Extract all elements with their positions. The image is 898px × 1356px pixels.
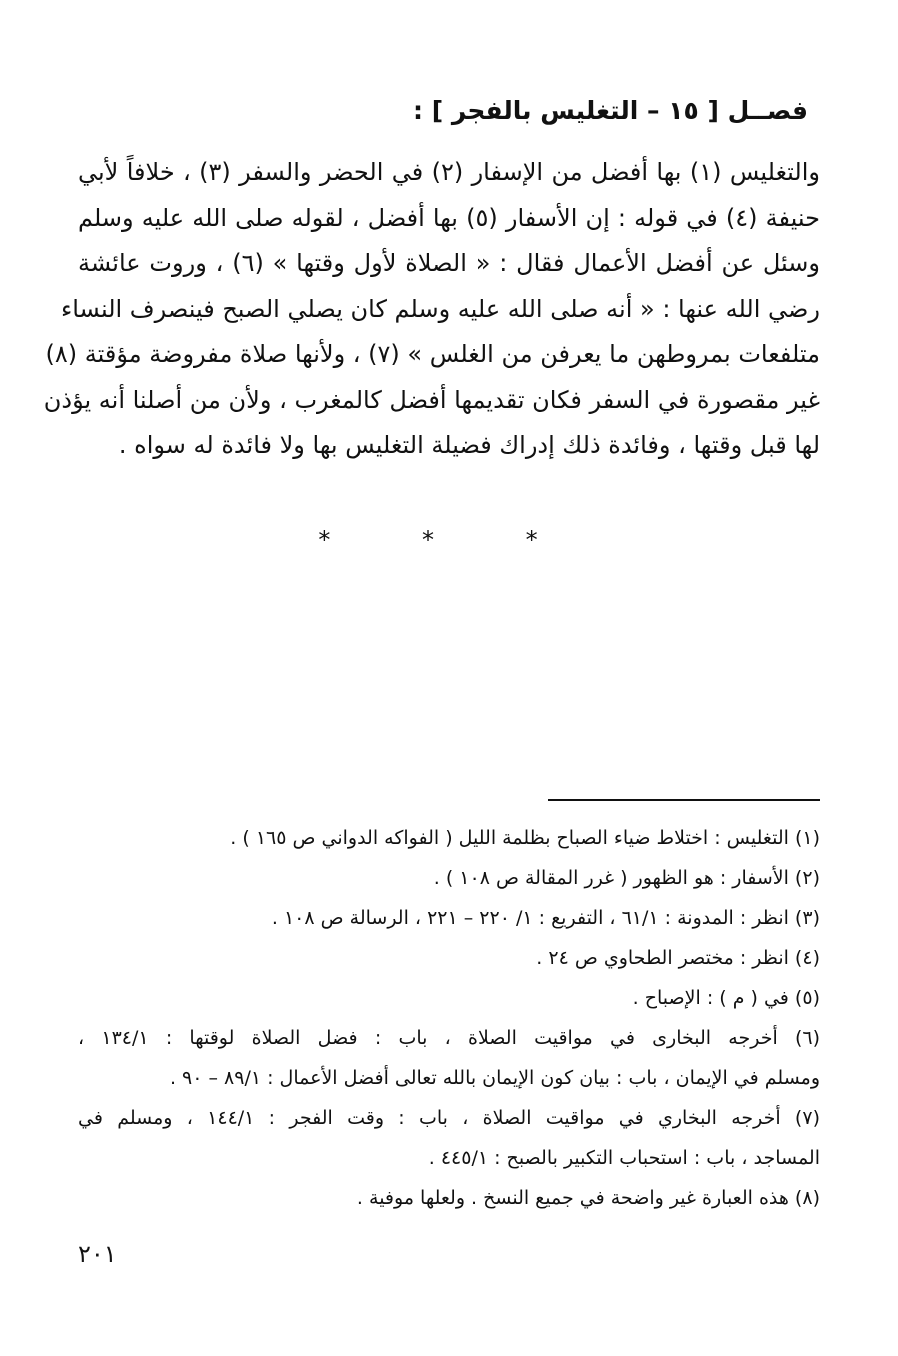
body-line: لها قبل وقتها ، وفائدة ذلك إدراك فضيلة التغليس بها ولا فائدة له سواه . bbox=[118, 431, 820, 459]
footnote-2: (٢) الأسفار : هو الظهور ( غرر المقالة ص ١٠٨ ) . bbox=[433, 867, 820, 889]
footnote-6-continued: ومسلم في الإيمان ، باب : بيان كون الإيمان بالله تعالى أفضل الأعمال : ٨٩/١ – ٩٠ . bbox=[169, 1067, 820, 1089]
footnote-divider bbox=[548, 799, 820, 801]
footnote-5: (٥) في ( م ) : الإصباح . bbox=[632, 987, 820, 1009]
body-line: حنيفة (٤) في قوله : إن الأسفار (٥) بها أفضل ، لقوله صلى الله عليه وسلم bbox=[78, 203, 820, 232]
footnote-1: (١) التغليس : اختلاط ضياء الصباح بظلمة الليل ( الفواكه الدواني ص ١٦٥ ) . bbox=[230, 827, 820, 849]
footnote-7-continued: المساجد ، باب : استحباب التكبير بالصبح : ٤٤٥/١ . bbox=[428, 1147, 820, 1169]
body-line: متلفعات بمروطهن ما يعرفن من الغلس » (٧) ، ولأنها صلاة مفروضة مؤقتة (٨) bbox=[45, 340, 820, 368]
footnotes bbox=[78, 818, 820, 1218]
body-line: غير مقصورة في السفر فكان تقديمها أفضل كالمغرب ، ولأن من أصلنا أنه يؤذن bbox=[43, 385, 820, 414]
section-heading: فصــل [ ١٥ – التغليس بالفجر ] : bbox=[413, 96, 808, 125]
footnote-8: (٨) هذه العبارة غير واضحة في جميع النسخ . ولعلها موفية . bbox=[356, 1187, 820, 1209]
body-line: وسئل عن أفضل الأعمال فقال : « الصلاة لأول وقتها » (٦) ، وروت عائشة bbox=[78, 249, 820, 277]
page-number: ٢٠١ bbox=[78, 1240, 117, 1268]
footnote-3: (٣) انظر : المدونة : ٦١/١ ، التفريع : ١/ ٢٢٠ – ٢٢١ ، الرسالة ص ١٠٨ . bbox=[271, 907, 820, 929]
footnote-4: (٤) انظر : مختصر الطحاوي ص ٢٤ . bbox=[536, 947, 820, 969]
body-line: رضي الله عنها : « أنه صلى الله عليه وسلم كان يصلي الصبح فينصرف النساء bbox=[60, 294, 820, 323]
footnote-6: (٦) أخرجه البخارى في مواقيت الصلاة ، باب : فضل الصلاة لوقتها : ١٣٤/١ ، bbox=[78, 1027, 821, 1049]
body-line: والتغليس (١) بها أفضل من الإسفار (٢) في الحضر والسفر (٣) ، خلافاً لأبي bbox=[78, 158, 820, 186]
footnote-7: (٧) أخرجه البخاري في مواقيت الصلاة ، باب : وقت الفجر : ١٤٤/١ ، ومسلم في bbox=[78, 1107, 820, 1129]
body-paragraph bbox=[43, 150, 820, 469]
section-separator-stars: * * * bbox=[318, 526, 580, 554]
